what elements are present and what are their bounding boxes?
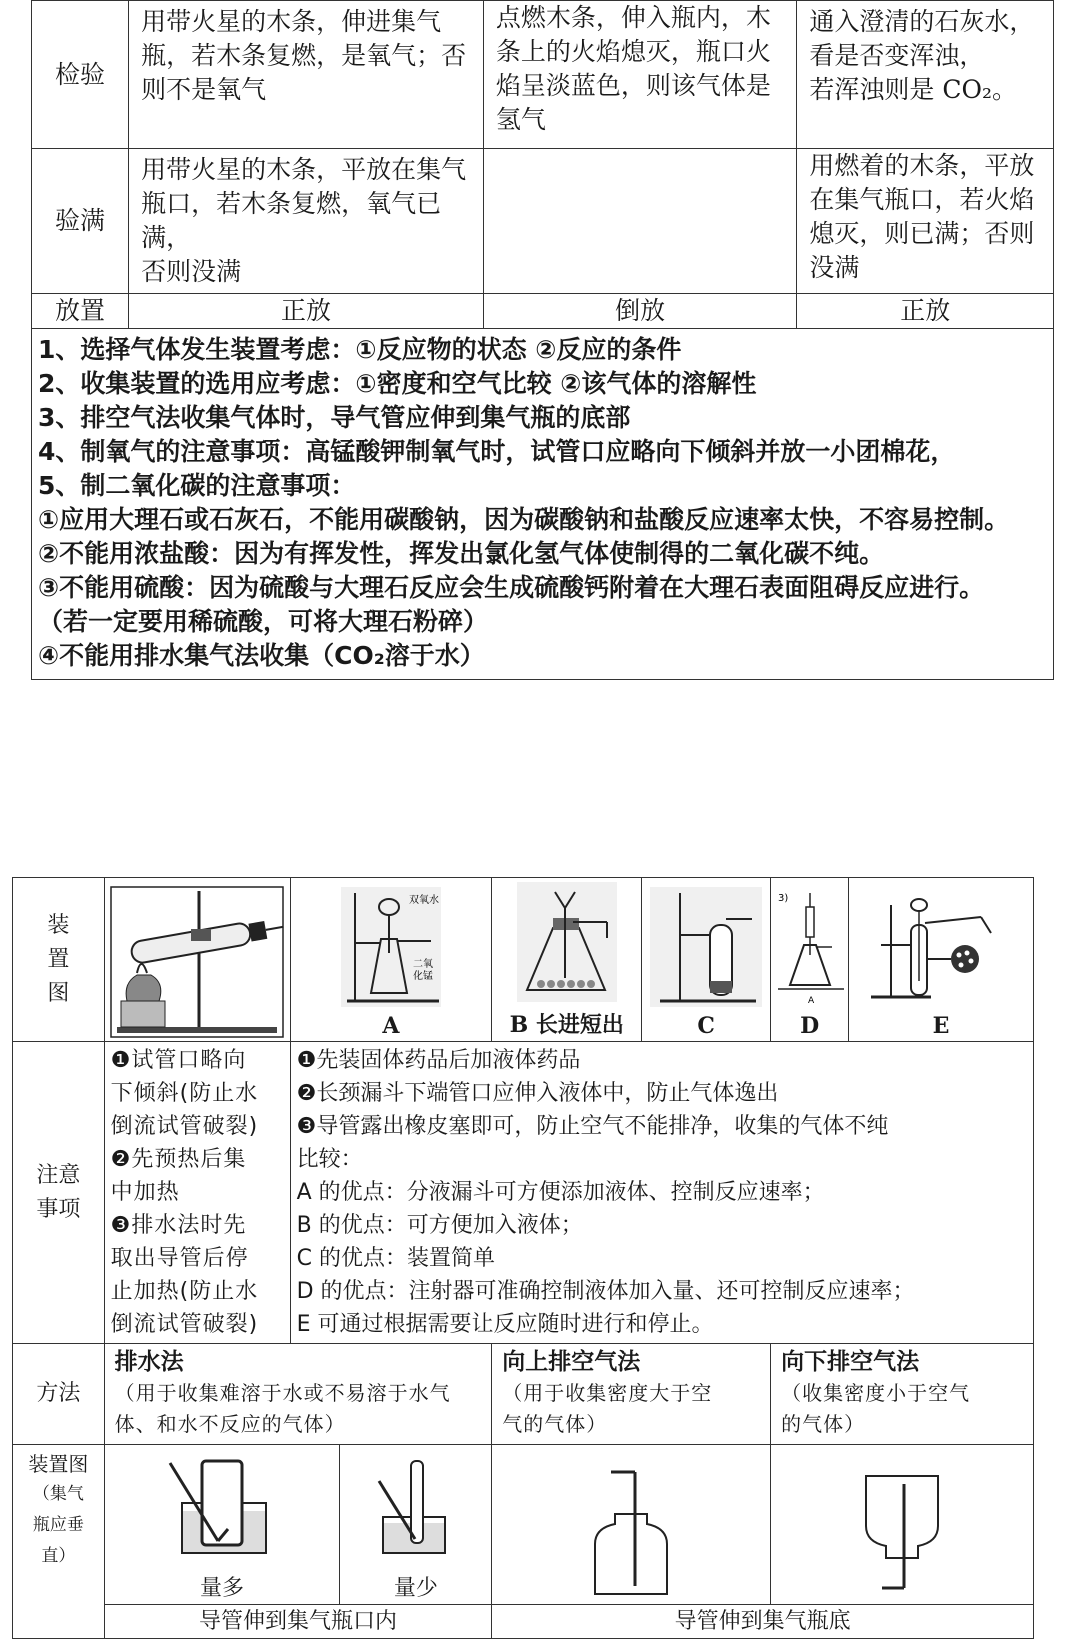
hydrogen-test-cell: 点燃木条，伸入瓶内，木 条上的火焰熄灭，瓶口火 焰呈淡蓝色，则该气体是 氢气 <box>483 1 797 149</box>
d-syringe-mark: A <box>807 996 814 1006</box>
note-line: 2、收集装置的选用应考虑：①密度和空气比较 ②该气体的溶解性 <box>38 369 757 398</box>
co2-placement: 正放 <box>797 294 1054 329</box>
apparatus-c-cell <box>642 878 771 1042</box>
d-corner-mark: 3) <box>777 893 788 904</box>
note-line: ①应用大理石或石灰石，不能用碳酸钠，因为碳酸钠和盐酸反应速率太快，不容易控制。 <box>38 505 1010 534</box>
water-less-cell <box>340 1445 492 1605</box>
apparatus-e-label: E <box>932 1013 950 1039</box>
method-upward-air: 向上排空气法 （用于收集密度大于空 气的气体） <box>492 1344 771 1445</box>
note-line: ②不能用浓盐酸：因为有挥发性，挥发出氯化氢气体使制得的二氧化碳不纯。 <box>38 539 885 568</box>
co2-test-cell: 通入澄清的石灰水， 看是否变浑浊， 若浑浊则是 CO₂。 <box>797 1 1054 149</box>
water-displacement-more-image <box>162 1453 282 1571</box>
apparatus-a-image <box>321 883 461 1013</box>
hydrogen-peroxide-label: 双氧水 <box>408 895 439 906</box>
apparatus-a-cell <box>290 878 492 1042</box>
upward-air-cell <box>492 1445 771 1605</box>
table-row <box>13 1344 1034 1445</box>
table-row <box>32 329 1054 680</box>
heating-notes: ❶试管口略向 下倾斜(防止水 倒流试管破裂) ❷先预热后集 中加热 ❸排水法时先 取出导管后停 止加热(防止水 倒流试管破裂) <box>104 1042 290 1344</box>
table-row <box>32 294 1054 329</box>
note-line: ③不能用硫酸：因为硫酸与大理石反应会生成硫酸钙附着在大理石表面阻碍反应进行。 <box>38 573 985 602</box>
table-row <box>32 1 1054 149</box>
water-more-cell <box>104 1445 340 1605</box>
note-line: ④不能用排水集气法收集（CO₂溶于水） <box>38 641 485 670</box>
apparatus-b-cell <box>492 878 642 1042</box>
oxygen-placement: 正放 <box>129 294 484 329</box>
row-label-full-check: 验满 <box>32 149 129 294</box>
apparatus-c-image <box>646 883 766 1013</box>
note-line: 5、制二氧化碳的注意事项： <box>38 471 356 500</box>
row-label-test: 检验 <box>32 1 129 149</box>
more-label: 量多 <box>200 1576 245 1601</box>
collection-apparatus-label: 装置图 （集气 瓶应垂 直） <box>13 1445 105 1639</box>
apparatus-c-label: C <box>697 1013 715 1039</box>
footer-air-note: 导管伸到集气瓶底 <box>492 1605 1034 1639</box>
apparatus-e-cell <box>849 878 1034 1042</box>
notes-label: 注意 事项 <box>13 1042 105 1344</box>
note-line: 3、排空气法收集气体时，导气管应伸到集气瓶的底部 <box>38 403 631 432</box>
gas-comparison-table <box>31 0 1054 680</box>
manganese-dioxide-label-1: 二氧 <box>412 959 433 970</box>
apparatus-table <box>12 877 1034 1639</box>
notes-block <box>32 329 1054 680</box>
apparatus-d-image <box>774 885 846 1013</box>
note-line: 4、制氧气的注意事项：高锰酸钾制氧气时，试管口应略向下倾斜并放一小团棉花， <box>38 437 956 466</box>
hydrogen-full-cell <box>483 149 797 294</box>
table-row <box>13 1445 1034 1605</box>
liquid-apparatus-notes: ❶先装固体药品后加液体药品 ❷长颈漏斗下端管口应伸入液体中，防止气体逸出 ❸导管露出橡皮塞即可，防止空气不能排净，收集的气体不纯 比较： A 的优点：分液漏斗可方便添加液体、控制反应速率； B 的优点：可方便加入液体； C 的优点：装置简单 D 的优点：注射器可准确控制液体加入量、还可控制反应速率； E 可通过根据需要让反应随时进行和停止。 <box>290 1042 1033 1344</box>
apparatus-b-image <box>497 878 637 1008</box>
downward-air-cell <box>771 1445 1034 1605</box>
less-label: 量少 <box>393 1576 438 1601</box>
device-diagram-label: 装 置 图 <box>13 878 105 1042</box>
method-downward-air: 向下排空气法 （收集密度小于空气 的气体） <box>771 1344 1034 1445</box>
note-line: 1、选择气体发生装置考虑：①反应物的状态 ②反应的条件 <box>38 335 682 364</box>
downward-air-bottle-image <box>842 1464 962 1604</box>
heating-apparatus-cell <box>104 878 290 1042</box>
footer-water-note: 导管伸到集气瓶口内 <box>104 1605 492 1639</box>
apparatus-a-label: A <box>382 1013 400 1039</box>
hydrogen-placement: 倒放 <box>483 294 797 329</box>
apparatus-e-image <box>861 885 1021 1013</box>
method-label: 方法 <box>13 1344 105 1445</box>
table-row <box>13 1605 1034 1639</box>
manganese-dioxide-label-2: 化锰 <box>412 971 433 982</box>
apparatus-d-label: D <box>800 1013 820 1039</box>
water-displacement-less-image <box>371 1453 461 1571</box>
co2-full-cell: 用燃着的木条，平放 在集气瓶口，若火焰 熄灭，则已满；否则 没满 <box>797 149 1054 294</box>
table-row <box>13 1042 1034 1344</box>
apparatus-b-label: B 长进短出 <box>509 1012 624 1038</box>
oxygen-test-cell: 用带火星的木条，伸进集气 瓶，若木条复燃，是氧气；否 则不是氧气 <box>129 1 484 149</box>
table-row <box>13 878 1034 1042</box>
method-water-displacement: 排水法 （用于收集难溶于水或不易溶于水气 体、和水不反应的气体） <box>104 1344 492 1445</box>
table-row <box>32 149 1054 294</box>
upward-air-bottle-image <box>571 1464 691 1604</box>
row-label-placement: 放置 <box>32 294 129 329</box>
apparatus-d-cell <box>771 878 849 1042</box>
heating-tube-apparatus-image <box>107 883 287 1041</box>
note-line: （若一定要用稀硫酸，可将大理石粉碎） <box>38 607 489 636</box>
oxygen-full-cell: 用带火星的木条，平放在集气 瓶口，若木条复燃，氧气已满， 否则没满 <box>129 149 484 294</box>
